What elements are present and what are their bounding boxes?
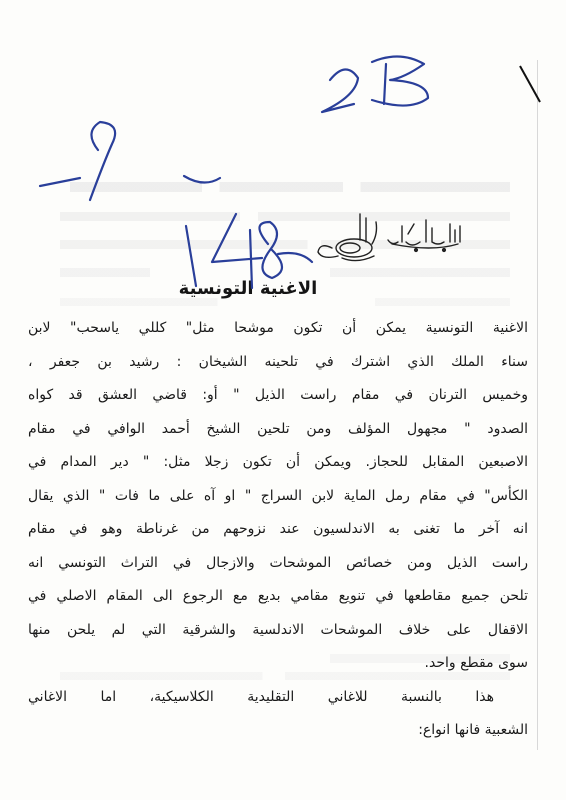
page-edge-line (537, 60, 538, 750)
text-line: الاقفال على خلاف الموشحات الاندلسية والشرقية التي لم يلحن منها (28, 621, 528, 638)
text-line: الكأس" في مقام رمل الماية لابن السراج " او آه على ما فات " الذي يقال (28, 487, 528, 504)
text-line: وخميس الترنان في مقام راست الذيل " أو: قاضي العشق قد كواه (28, 387, 528, 403)
text-line: الصدود " مجهول المؤلف ومن تلحين الشيخ أحمد الوافي في مقام (28, 420, 528, 437)
text-line: تلحن جميع مقاطعها في تنويع مقامي بديع مع الرجوع الى المقام الاصلي في (28, 588, 528, 604)
text-line: راست الذيل ومن خصائص الموشحات والازجال في التراث التونسي انه (28, 554, 528, 571)
text-line: الاغنية التونسية يمكن أن تكون موشحا مثل" كللي ياسحب" لابن (28, 320, 528, 336)
text-line: الاصبعين المقابل للحجاز. ويمكن أن تكون زجلا مثل: " دير المدام في (28, 454, 528, 470)
text-line: انه آخر ما تغنى به الاندلسيون عند نزوحهم من غرناطة وهو في مقام (28, 521, 528, 537)
text-line: الشعبية فانها انواع: (418, 722, 528, 738)
text-line: سوى مقطع واحد. (424, 655, 528, 671)
page-title: الاغنية التونسية (178, 278, 318, 299)
basmala-calligraphy (312, 206, 462, 268)
text-line: سناء الملك الذي اشترك في تلحينه الشيخان : رشيد بن جعفر ، (28, 353, 528, 370)
text-line: هذا بالنسبة للاغاني التقليدية الكلاسيكية، اما الاغاني (28, 688, 494, 705)
document-body (28, 312, 528, 748)
